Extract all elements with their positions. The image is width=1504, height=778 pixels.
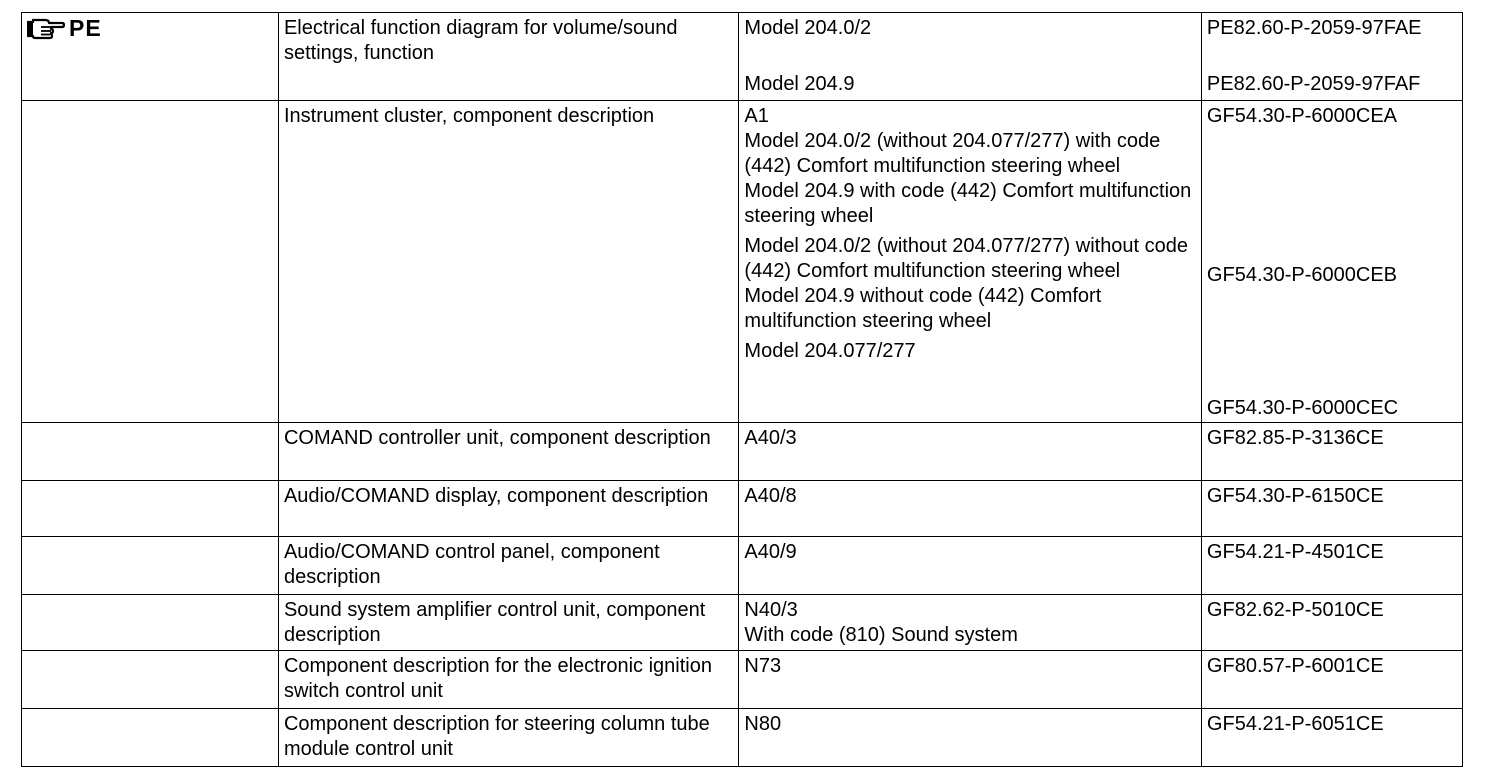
title-cell <box>278 537 738 595</box>
table-row <box>22 101 1463 423</box>
row-title: Component description for the electronic ignition switch control unit <box>283 655 712 702</box>
document-code-cell <box>1201 13 1462 101</box>
row-title: Instrument cluster, component description <box>283 105 655 127</box>
row-title: Sound system amplifier control unit, component description <box>283 599 706 646</box>
document-code-cell <box>1201 709 1462 767</box>
designation-note: With code (810) Sound system <box>744 624 1018 646</box>
title-cell <box>278 13 738 101</box>
document-code: GF54.30-P-6000CEB <box>1206 264 1398 286</box>
title-cell <box>278 595 738 651</box>
designation: A40/3 <box>744 427 797 449</box>
condition-cell <box>739 651 1202 709</box>
reference-type-cell <box>22 423 279 481</box>
table-row <box>22 651 1463 709</box>
reference-type-cell <box>22 481 279 537</box>
title-cell <box>278 651 738 709</box>
condition-text: Model 204.0/2 (without 204.077/277) with code (442) Comfort multifunction steering wheel <box>744 130 1161 177</box>
designation: N80 <box>744 713 782 735</box>
table-row <box>22 423 1463 481</box>
designation: A40/8 <box>744 485 797 507</box>
document-code: PE82.60-P-2059-97FAE <box>1206 17 1422 39</box>
condition-text: Model 204.9 <box>744 73 855 95</box>
title-cell <box>278 709 738 767</box>
document-code: GF82.62-P-5010CE <box>1206 599 1384 621</box>
condition-cell <box>739 423 1202 481</box>
designation: N40/3 <box>744 599 798 621</box>
reference-type-cell <box>22 101 279 423</box>
condition-text: Model 204.0/2 (without 204.077/277) without code (442) Comfort multifunction steering wheel <box>744 235 1189 282</box>
table-row <box>22 709 1463 767</box>
reference-type-cell <box>22 651 279 709</box>
reference-table <box>21 12 1463 767</box>
document-code-cell <box>1201 423 1462 481</box>
document-code-cell <box>1201 481 1462 537</box>
row-title: COMAND controller unit, component description <box>283 427 711 449</box>
document-code: GF54.21-P-6051CE <box>1206 713 1384 735</box>
document-code: GF54.21-P-4501CE <box>1206 541 1384 563</box>
condition-text: Model 204.077/277 <box>744 340 916 362</box>
document-code: GF54.30-P-6150CE <box>1206 485 1384 507</box>
condition-cell <box>739 481 1202 537</box>
title-cell <box>278 423 738 481</box>
table-row <box>22 595 1463 651</box>
designation: A1 <box>744 105 769 127</box>
pointing-hand-icon <box>27 18 65 40</box>
document-code: GF54.30-P-6000CEA <box>1206 105 1398 127</box>
pe-reference-mark <box>27 16 102 41</box>
condition-cell <box>739 101 1202 423</box>
condition-text: Model 204.0/2 <box>744 17 872 39</box>
pe-label: PE <box>69 15 102 41</box>
reference-type-cell <box>22 595 279 651</box>
document-code-cell <box>1201 651 1462 709</box>
reference-type-cell <box>22 537 279 595</box>
row-title: Electrical function diagram for volume/sound settings, function <box>283 17 678 64</box>
table-row <box>22 537 1463 595</box>
condition-text: Model 204.9 with code (442) Comfort multifunction steering wheel <box>744 180 1192 227</box>
document-code: GF80.57-P-6001CE <box>1206 655 1384 677</box>
designation: N73 <box>744 655 782 677</box>
document-code-cell <box>1201 595 1462 651</box>
row-title: Audio/COMAND control panel, component description <box>283 541 660 588</box>
document-code: PE82.60-P-2059-97FAF <box>1206 73 1421 95</box>
document-code: GF82.85-P-3136CE <box>1206 427 1384 449</box>
designation: A40/9 <box>744 541 797 563</box>
document-code: GF54.30-P-6000CEC <box>1206 397 1399 419</box>
document-code-cell <box>1201 101 1462 423</box>
table-row <box>22 13 1463 101</box>
reference-type-cell <box>22 709 279 767</box>
title-cell <box>278 101 738 423</box>
table-row <box>22 481 1463 537</box>
condition-cell <box>739 537 1202 595</box>
row-title: Audio/COMAND display, component description <box>283 485 709 507</box>
condition-cell <box>739 709 1202 767</box>
document-code-cell <box>1201 537 1462 595</box>
condition-text: Model 204.9 without code (442) Comfort multifunction steering wheel <box>744 285 1102 332</box>
condition-cell <box>739 13 1202 101</box>
row-title: Component description for steering column tube module control unit <box>283 713 710 760</box>
reference-type-cell <box>22 13 279 101</box>
title-cell <box>278 481 738 537</box>
condition-cell <box>739 595 1202 651</box>
